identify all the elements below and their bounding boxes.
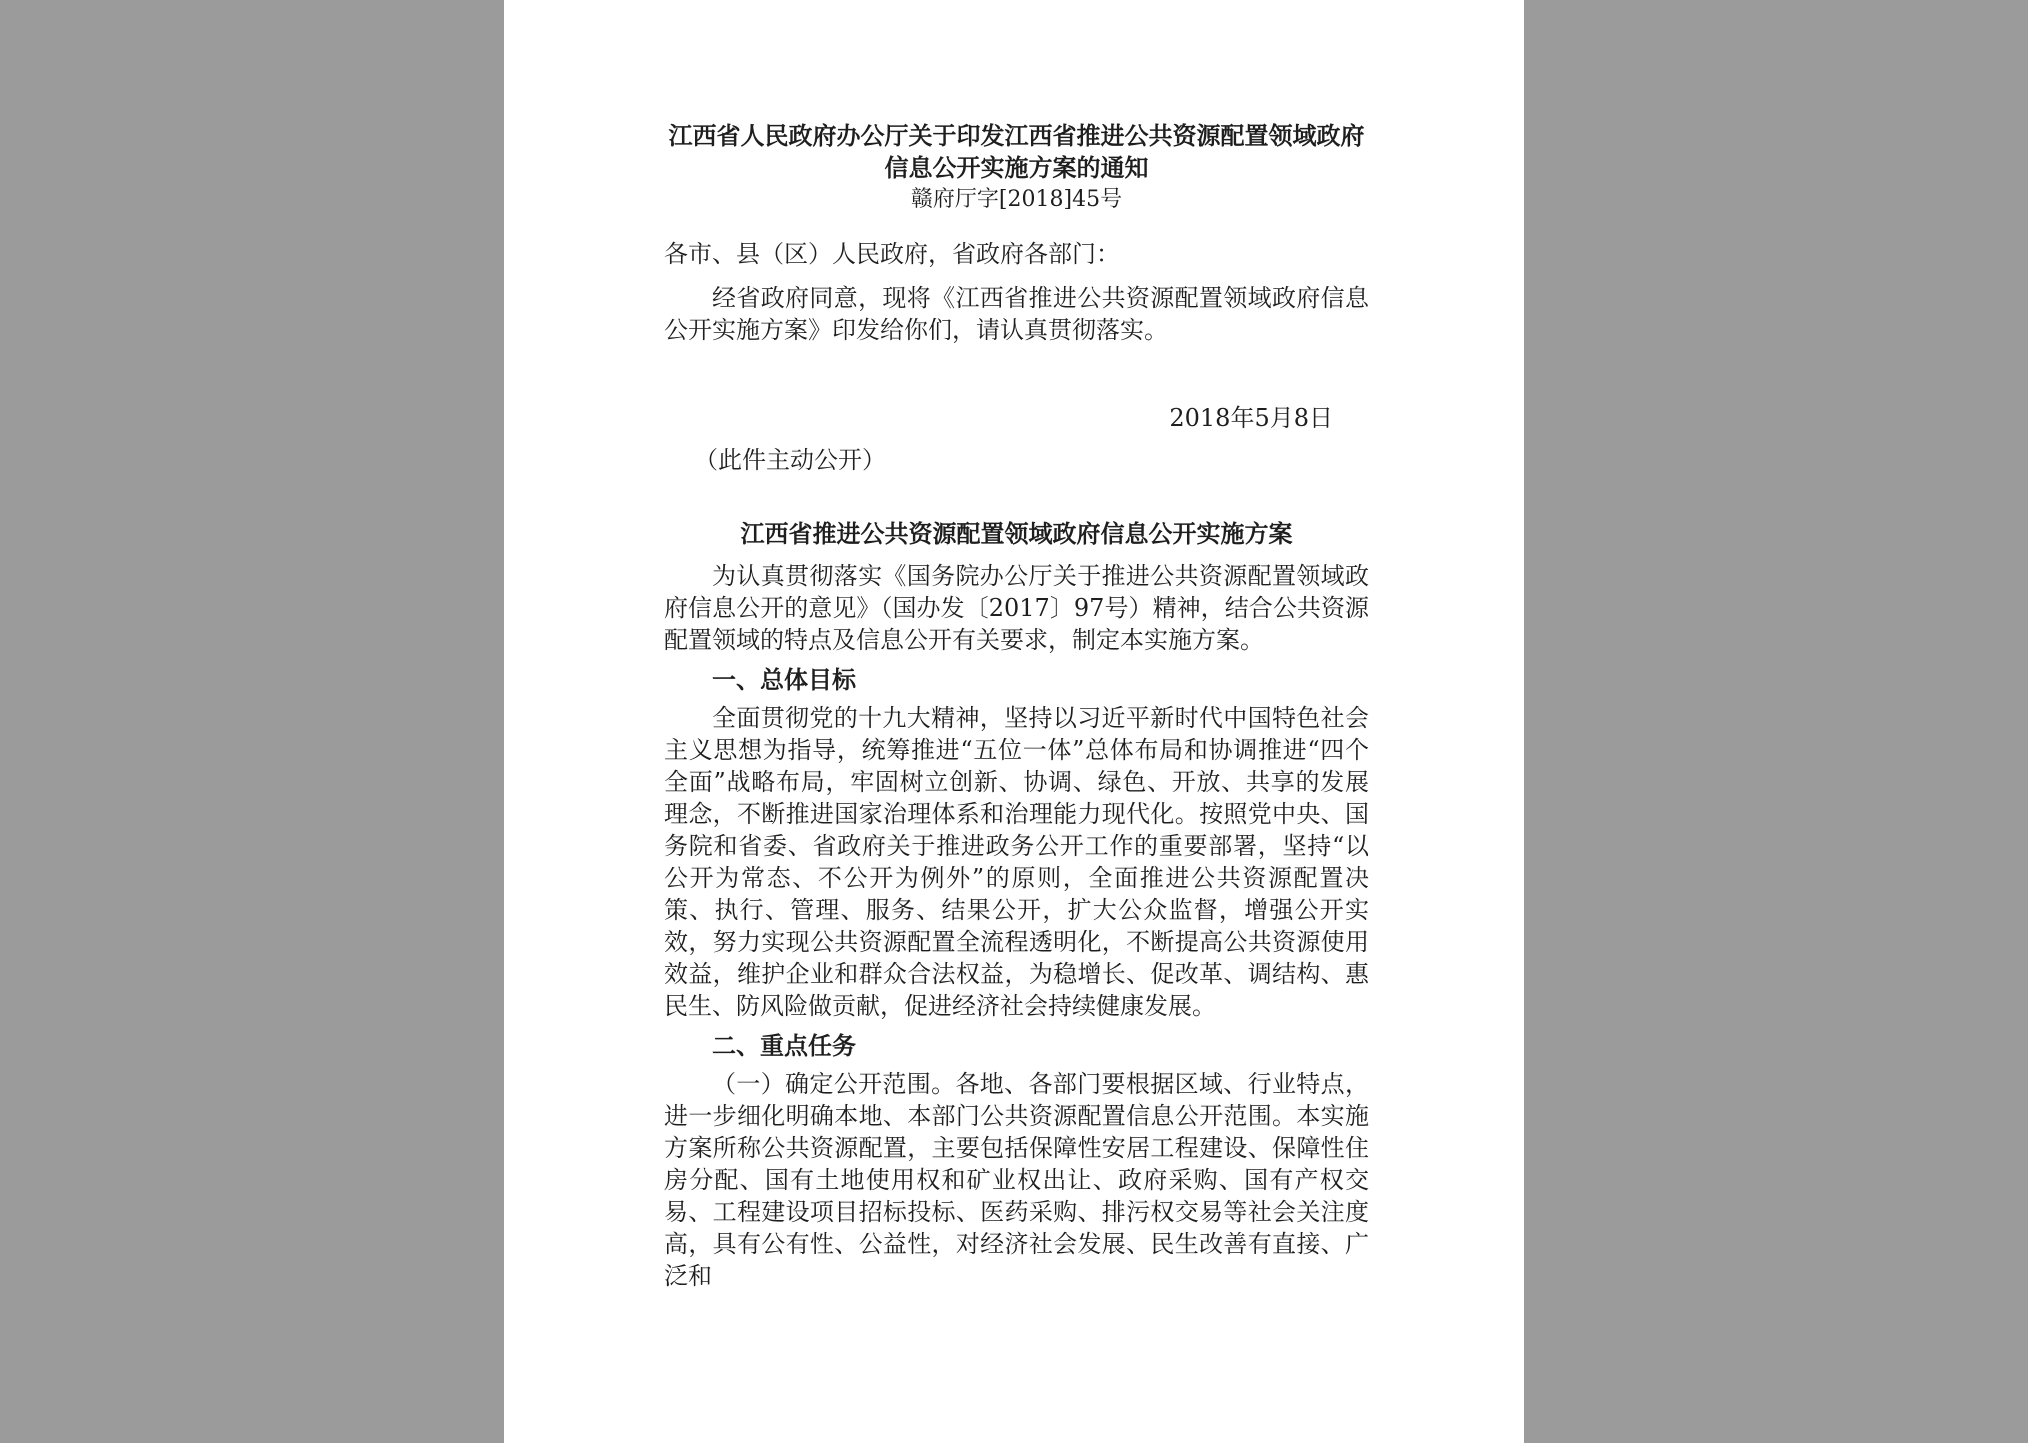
- section-body-overall-goals: 全面贯彻党的十九大精神，坚持以习近平新时代中国特色社会主义思想为指导，统筹推进“五位一体”总体布局和协调推进“四个全面”战略布局，牢固树立创新、协调、绿色、开放、共享的发展理念，不断推进国家治理体系和治理能力现代化。按照党中央、国务院和省委、省政府关于推进政务公开工作的重要部署，坚持“以公开为常态、不公开为例外”的原则，全面推进公共资源配置决策、执行、管理、服务、结果公开，扩大公众监督，增强公开实效，努力实现公共资源配置全流程透明化，不断提高公共资源使用效益，维护企业和群众合法权益，为稳增长、促改革、调结构、惠民生、防风险做贡献，促进经济社会持续健康发展。: [664, 704, 1369, 1020]
- notice-title-line2: 信息公开实施方案的通知: [884, 153, 1149, 182]
- plan-intro: 为认真贯彻落实《国务院办公厅关于推进公共资源配置领域政府信息公开的意见》（国办发〔2017〕97号）精神，结合公共资源配置领域的特点及信息公开有关要求，制定本实施方案。: [664, 562, 1369, 654]
- section-body-key-tasks: （一）确定公开范围。各地、各部门要根据区域、行业特点，进一步细化明确本地、本部门公共资源配置信息公开范围。本实施方案所称公共资源配置，主要包括保障性安居工程建设、保障性住房分配、国有土地使用权和矿业权出让、政府采购、国有产权交易、工程建设项目招标投标、医药采购、排污权交易等社会关注度高，具有公有性、公益性，对经济社会发展、民生改善有直接、广泛和: [664, 1070, 1369, 1290]
- section-heading-overall-goals: 一、总体目标: [712, 665, 856, 694]
- document-content: [664, 120, 1369, 1292]
- addressee: 各市、县（区）人民政府，省政府各部门：: [664, 240, 1120, 268]
- notice-title-line1: 江西省人民政府办公厅关于印发江西省推进公共资源配置领域政府: [668, 121, 1365, 150]
- document-page: [504, 0, 1524, 1443]
- issue-date: 2018年5月8日: [1169, 404, 1333, 432]
- notice-title: [664, 120, 1369, 184]
- document-number: 赣府厅字[2018]45号: [910, 187, 1123, 212]
- notice-body: 经省政府同意，现将《江西省推进公共资源配置领域政府信息公开实施方案》印发给你们，请认真贯彻落实。: [664, 284, 1369, 344]
- section-heading-key-tasks: 二、重点任务: [712, 1031, 856, 1060]
- disclosure-note: （此件主动公开）: [694, 446, 886, 474]
- plan-title: 江西省推进公共资源配置领域政府信息公开实施方案: [740, 519, 1293, 548]
